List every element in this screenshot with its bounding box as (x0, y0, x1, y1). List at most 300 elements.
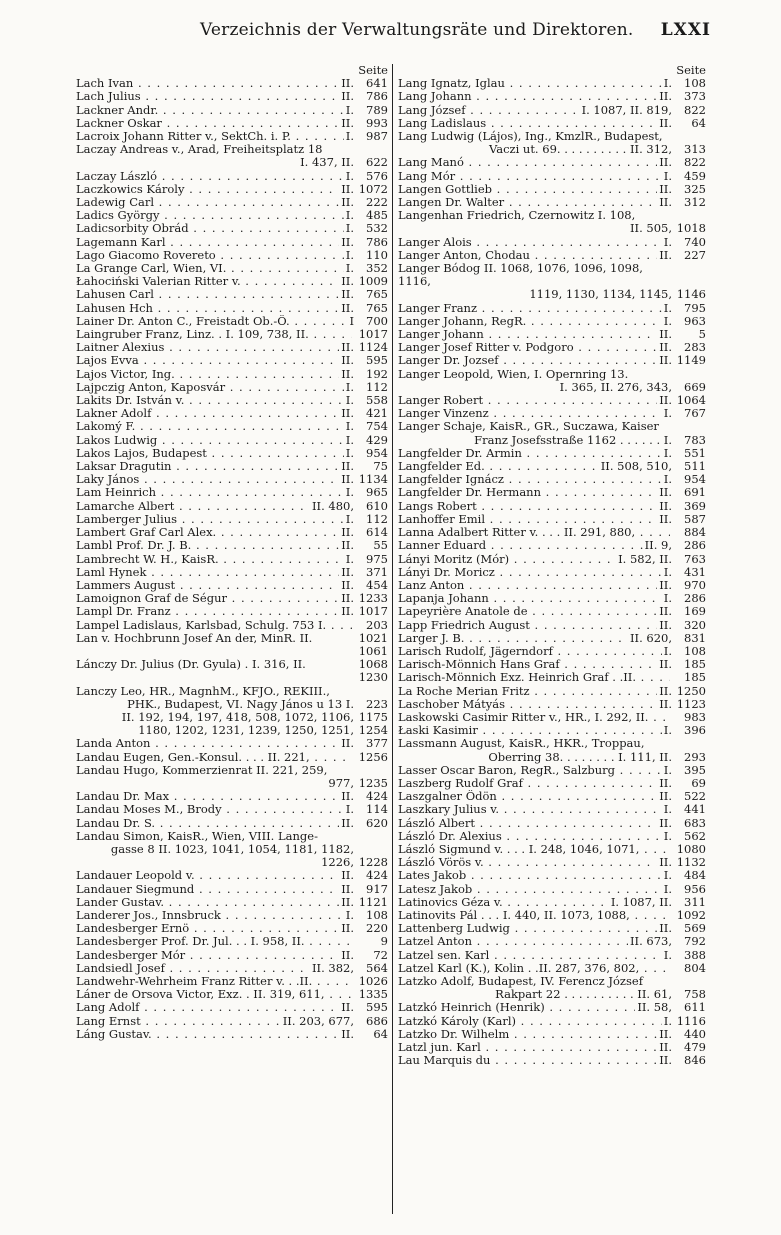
entry-page: 795 (684, 300, 706, 315)
entry-page: 1256 (358, 749, 388, 764)
entry-name: Landa Anton . . . (76, 737, 339, 750)
entry-page: 641 (366, 76, 388, 91)
entry-ref: I. (663, 591, 672, 606)
index-entry (76, 803, 388, 816)
entry-page: 620 (366, 815, 388, 830)
entry-text: Langenhan Friedrich, Czernowitz I. 108, (398, 209, 636, 223)
entry-page: 740 (684, 234, 706, 249)
page-header (0, 20, 781, 44)
entry-name: Łahociński Valerian Ritter v. . . . (76, 275, 339, 288)
index-entry (398, 236, 706, 249)
entry-ref: II. (341, 868, 354, 883)
entry-name: Landauer Leopold v. . . . (76, 869, 339, 882)
entry-ref: II. (341, 115, 354, 130)
entry-page: 429 (366, 432, 388, 447)
entry-ref: I. (663, 406, 672, 421)
entry-page: 75 (373, 459, 388, 474)
index-entry (398, 1054, 706, 1067)
entry-name: Langer Franz . . . (398, 302, 662, 315)
index-entry (76, 883, 388, 896)
entry-ref: II. (659, 657, 672, 672)
entry-ref: I. (345, 102, 354, 117)
entry-ref: I. (345, 379, 354, 394)
entry-page: 286 (684, 538, 706, 553)
index-entry (398, 156, 706, 169)
index-entry (76, 500, 388, 513)
entry-page: 325 (684, 181, 706, 196)
entry-ref: II. (341, 1026, 354, 1041)
entry-page: 763 (684, 551, 706, 566)
entry-page: 185 (684, 670, 706, 685)
entry-name: Laczkowics Károly . . . (76, 183, 339, 196)
entry-page: 954 (366, 445, 388, 460)
entry-name: Laszgalner Ödön . . . (398, 790, 657, 803)
entry-name: Lang József . . . (398, 104, 580, 117)
entry-name: Lahusen Hch . . . (76, 302, 339, 315)
entry-name: Langs Robert . . . (398, 500, 657, 513)
entry-ref: II. (659, 511, 672, 526)
entry-ref: I. (345, 168, 354, 183)
index-entry (398, 104, 706, 117)
index-entry (76, 434, 388, 447)
entry-page: 64 (691, 115, 706, 130)
entry-page: 884 (684, 525, 706, 540)
entry-ref: II. (341, 472, 354, 487)
entry-ref: II. (659, 696, 672, 711)
entry-page: 564 (366, 960, 388, 975)
entry-ref: I. (345, 419, 354, 434)
entry-page: 454 (366, 577, 388, 592)
entry-name: Lacroix Johann Ritter v., SektCh. i. P. . . . (76, 130, 344, 143)
index-entry (76, 869, 388, 882)
entry-name: Landesberger Mór . . . (76, 949, 339, 962)
entry-page: 1064 (676, 393, 706, 408)
entry-name: Latesz Jakob . . . (398, 883, 662, 896)
entry-page: 970 (684, 577, 706, 592)
entry-page: 622 (366, 155, 388, 170)
index-entry (76, 605, 388, 618)
entry-name: Latzkó Károly (Karl) . . . (398, 1015, 662, 1028)
entry-name: Lakner Adolf . . . (76, 407, 339, 420)
index-entry (76, 420, 388, 433)
index-entry (398, 196, 706, 209)
entry-page: 441 (684, 802, 706, 817)
index-entry (76, 368, 388, 381)
entry-page: 532 (366, 221, 388, 236)
entry-name: Láner de Orsova Victor, Exz. . II. 319, 611, . . . (76, 988, 352, 1001)
entry-ref: II. (659, 855, 672, 870)
entry-page: 983 (684, 709, 706, 724)
index-entry (398, 420, 706, 433)
entry-name: Latzel sen. Karl . . . (398, 949, 662, 962)
entry-page: 1061 (358, 643, 388, 658)
index-entry (76, 658, 388, 671)
entry-name: Landesberger Ernö . . . (76, 922, 339, 935)
entry-page: 611 (684, 1000, 706, 1015)
entry-text: Landau Hugo, Kommerzienrat II. 221, 259, (76, 763, 328, 777)
entry-page: 1132 (676, 855, 706, 870)
entry-ref: II. (659, 1053, 672, 1068)
entry-page: 767 (684, 406, 706, 421)
entry-ref: I (349, 313, 354, 328)
index-entry (76, 473, 388, 486)
entry-ref: II. (659, 577, 672, 592)
index-entry (76, 407, 388, 420)
index-entry (398, 935, 706, 948)
entry-name: La Roche Merian Fritz . . . (398, 685, 657, 698)
entry-ref: II. 58, (637, 1000, 672, 1015)
index-entry (76, 922, 388, 935)
right-column (398, 64, 706, 1214)
index-entry (398, 658, 706, 671)
entry-name: Lattenberg Ludwig . . . (398, 922, 657, 935)
entry-page: 424 (366, 789, 388, 804)
entry-ref: II. (341, 181, 354, 196)
entry-name: Lahusen Carl . . . (76, 288, 339, 301)
entry-name: Latzel Karl (K.), Kolin . .II. 287, 376, 802, . . . (398, 962, 670, 975)
entry-ref: II. (341, 274, 354, 289)
index-entry (76, 288, 388, 301)
index-entry (398, 579, 706, 592)
entry-name: Lakomý F. . . . (76, 420, 344, 433)
entry-ref: II. (341, 881, 354, 896)
entry-text: Oberring 38. . . . . . . . I. 111, II. (488, 750, 672, 764)
index-entry (398, 764, 706, 777)
entry-name: Langfelder Dr. Hermann . . . (398, 486, 657, 499)
entry-name: Lang Manó . . . (398, 156, 657, 169)
index-entry (398, 632, 706, 645)
entry-name: Łaski Kasimir . . . (398, 724, 662, 737)
index-entry (76, 949, 388, 962)
entry-name: Lackner Oskar . . . (76, 117, 339, 130)
entry-page: 683 (684, 815, 706, 830)
left-column (76, 64, 388, 1214)
entry-page: 786 (366, 234, 388, 249)
entry-page: 485 (366, 208, 388, 223)
entry-ref: II. (659, 617, 672, 632)
index-entry (76, 619, 388, 632)
entry-text: Lánczy Dr. Julius (Dr. Gyula) . I. 316, II. (76, 658, 306, 672)
entry-ref: II. (659, 815, 672, 830)
entry-name: Lakos Lajos, Budapest . . . (76, 447, 344, 460)
entry-text: 977, (328, 776, 354, 790)
entry-text: PHK., Budapest, VI. Nagy János u 13 I. (127, 697, 354, 711)
entry-text: Franz Josefsstraße 1162 . . . . . . I. (474, 433, 672, 447)
entry-page: 1254 (358, 723, 388, 738)
entry-ref: I. (663, 868, 672, 883)
entry-ref: II. (659, 485, 672, 500)
index-entry (398, 605, 706, 618)
entry-ref: II. (341, 815, 354, 830)
entry-name: Laskowski Casimir Ritter v., HR., I. 292, II. . . . (398, 711, 670, 724)
entry-page: 1017 (358, 604, 388, 619)
entry-page: 562 (684, 828, 706, 843)
entry-ref: I. 1087, II. (610, 894, 672, 909)
index-entry (398, 883, 706, 896)
index-entry (398, 566, 706, 579)
index-entry (76, 222, 388, 235)
index-entry (76, 830, 388, 843)
entry-ref: I. (663, 76, 672, 91)
entry-page: 700 (366, 313, 388, 328)
entry-page: 1017 (358, 327, 388, 342)
entry-page: 114 (366, 802, 388, 817)
entry-ref: I. 1087, II. 819, (581, 102, 672, 117)
entry-name: Lakits Dr. István v. . . . (76, 394, 344, 407)
entry-name: Lackner Andr. . . . (76, 104, 344, 117)
entry-name: Lander Gustav. . . . (76, 896, 339, 909)
entry-ref: II. (659, 775, 672, 790)
entry-page: 569 (684, 921, 706, 936)
index-entry (398, 671, 706, 684)
entry-ref: II. (659, 498, 672, 513)
entry-name: Lapanja Johann . . . (398, 592, 662, 605)
index-entry (76, 935, 388, 948)
entry-ref: II. 382, (311, 960, 354, 975)
entry-ref: II. (659, 393, 672, 408)
index-entry (76, 1001, 388, 1014)
entry-name: Langer Robert . . . (398, 394, 657, 407)
entry-page: 220 (366, 921, 388, 936)
entry-page: 352 (366, 261, 388, 276)
entry-ref: II. (341, 300, 354, 315)
entry-name: Laszkary Julius v. . . . (398, 803, 662, 816)
entry-page: 987 (366, 129, 388, 143)
index-entry (398, 751, 706, 764)
entry-page: 371 (366, 564, 388, 579)
entry-page: 975 (366, 551, 388, 566)
entry-ref: II. (659, 1026, 672, 1041)
entry-page: 822 (684, 155, 706, 170)
entry-name: Lanz Anton . . . (398, 579, 657, 592)
entry-page: 511 (684, 459, 706, 474)
index-entry (76, 236, 388, 249)
entry-ref: II. (341, 1000, 354, 1015)
entry-ref: II. (659, 353, 672, 368)
entry-name: Laky János . . . (76, 473, 339, 486)
entry-ref: II. (659, 181, 672, 196)
entry-ref: II. (659, 155, 672, 170)
entry-name: Laksar Dragutin . . . (76, 460, 339, 473)
entry-ref: I. (345, 208, 354, 223)
index-entry (76, 1028, 388, 1041)
entry-name: Lach Julius . . . (76, 90, 339, 103)
entry-name: Lampel Ladislaus, Karlsbad, Schulg. 753 I. . . . (76, 619, 352, 632)
entry-name: Lányi Moritz (Mór) . . . (398, 553, 616, 566)
entry-ref: II. (341, 789, 354, 804)
entry-ref: I. (663, 947, 672, 962)
entry-name: Larisch Rudolf, Jägerndorf . . . (398, 645, 662, 658)
entry-name: Láng Gustav. . . . (76, 1028, 339, 1041)
entry-page: 169 (684, 604, 706, 619)
entry-page: 108 (684, 643, 706, 658)
entry-name: László Sigmund v. . . . I. 248, 1046, 1071, . . . (398, 843, 670, 856)
entry-ref: I. (663, 828, 672, 843)
entry-ref: II. (659, 789, 672, 804)
entry-page: 283 (684, 340, 706, 355)
index-entry (76, 645, 388, 658)
index-entry (76, 209, 388, 222)
index-entry (398, 553, 706, 566)
entry-page: 223 (366, 696, 388, 711)
entry-ref: II. (659, 327, 672, 342)
entry-page: 192 (366, 366, 388, 381)
index-entry (398, 1001, 706, 1014)
entry-ref: II. (659, 89, 672, 104)
index-entry (398, 724, 706, 737)
index-entry (76, 553, 388, 566)
entry-page: 373 (684, 89, 706, 104)
index-entry (398, 368, 706, 381)
entry-name: Lampl Dr. Franz . . . (76, 605, 339, 618)
entry-ref: I. (345, 393, 354, 408)
entry-page: 789 (366, 102, 388, 117)
entry-page: 1092 (676, 907, 706, 922)
entry-ref: II. 620, (629, 630, 672, 645)
entry-name: Latzel Anton . . . (398, 935, 628, 948)
index-entry (76, 539, 388, 552)
entry-ref: I. (663, 313, 672, 328)
index-entry (398, 513, 706, 526)
entry-text: Laczay Andreas v., Arad, Freiheitsplatz 18 (76, 143, 323, 157)
entry-page: 993 (366, 115, 388, 130)
entry-page: 431 (684, 564, 706, 579)
entry-ref: I. 582, II. (618, 551, 672, 566)
entry-ref: I. (345, 445, 354, 460)
entry-ref: II. (341, 234, 354, 249)
entry-page: 954 (684, 472, 706, 487)
entry-page: 1116 (676, 1013, 706, 1028)
entry-ref: II. (659, 1040, 672, 1055)
entry-ref: II. 203, 677, (282, 1013, 354, 1028)
entry-text: Lan v. Hochbrunn Josef An der, MinR. II. (76, 631, 313, 645)
entry-page: 112 (366, 379, 388, 394)
entry-page: 395 (684, 762, 706, 777)
entry-page: 1134 (358, 472, 388, 487)
index-entry (76, 90, 388, 103)
index-entry (76, 143, 388, 156)
entry-ref: II. (659, 340, 672, 355)
entry-ref: I. (663, 1013, 672, 1028)
entry-name: Landau Moses M., Brody . . . (76, 803, 344, 816)
entry-ref: I. (345, 221, 354, 236)
entry-name: Lach Ivan . . . (76, 77, 339, 90)
entry-text: Landau Simon, KaisR., Wien, VIII. Lange- (76, 829, 318, 843)
entry-page: 112 (366, 511, 388, 526)
index-entry (398, 830, 706, 843)
entry-ref: I. (663, 762, 672, 777)
index-entry (76, 737, 388, 750)
entry-name: Laingruber Franz, Linz. . I. 109, 738, II. . . . (76, 328, 352, 341)
index-entry (398, 539, 706, 552)
page-title: Verzeichnis der Verwaltungsräte und Direktoren. (200, 20, 634, 40)
entry-page: 614 (366, 525, 388, 540)
entry-page: 963 (684, 313, 706, 328)
entry-page: 55 (373, 538, 388, 553)
entry-page: 765 (366, 287, 388, 302)
entry-ref: II. 480, (311, 498, 354, 513)
entry-name: Landsiedl Josef . . . (76, 962, 310, 975)
entry-page: 1233 (358, 591, 388, 606)
entry-page: 1250 (676, 683, 706, 698)
index-entry (398, 962, 706, 975)
entry-name: Laszberg Rudolf Graf . . . (398, 777, 657, 790)
entry-text: 1119, 1130, 1134, 1145, (529, 288, 672, 302)
entry-name: Lamarche Albert . . . (76, 500, 310, 513)
entry-page: 551 (684, 445, 706, 460)
entry-page: 831 (684, 630, 706, 645)
index-entry (398, 737, 706, 750)
entry-name: Langer Johann, RegR. . . . (398, 315, 662, 328)
index-entry (398, 619, 706, 632)
entry-name: Landau Eugen, Gen.-Konsul. . . . II. 221, . . . (76, 751, 352, 764)
entry-ref: II. 9, (644, 538, 672, 553)
entry-page: 669 (684, 379, 706, 394)
entry-ref: II. (341, 366, 354, 381)
index-entry (398, 500, 706, 513)
entry-page: 69 (691, 775, 706, 790)
entry-ref: II. (341, 736, 354, 751)
entry-page: 377 (366, 736, 388, 751)
index-entry (398, 170, 706, 183)
index-entry (398, 302, 706, 315)
entry-page: 691 (684, 485, 706, 500)
entry-name: Lang Ladislaus . . . (398, 117, 657, 130)
entry-name: Lammers August . . . (76, 579, 339, 592)
entry-ref: I. (345, 129, 354, 143)
entry-page: 1149 (676, 353, 706, 368)
entry-page: 484 (684, 868, 706, 883)
entry-ref: II. (659, 115, 672, 130)
entry-name: Lapeyrière Anatole de . . . (398, 605, 657, 618)
entry-ref: I. (663, 643, 672, 658)
entry-page: 421 (366, 406, 388, 421)
entry-text: I. 365, II. 276, 343, (559, 380, 672, 394)
entry-ref: II. (659, 247, 672, 262)
entry-page: 185 (684, 657, 706, 672)
entry-ref: I. (663, 234, 672, 249)
entry-page: 1068 (358, 657, 388, 672)
entry-page: 765 (366, 300, 388, 315)
index-entry (76, 381, 388, 394)
entry-page: 783 (684, 432, 706, 447)
entry-text: Lassmann August, KaisR., HKR., Troppau, (398, 737, 645, 751)
entry-page: 965 (366, 485, 388, 500)
entry-page: 846 (684, 1053, 706, 1068)
seite-label-left: Seite (358, 63, 388, 77)
index-entry (398, 460, 706, 473)
entry-page: 424 (366, 868, 388, 883)
entry-page: 1175 (358, 709, 388, 724)
index-entry (398, 262, 706, 288)
entry-text: gasse 8 II. 1023, 1041, 1054, 1181, 1182, (110, 842, 354, 856)
entry-page: 576 (366, 168, 388, 183)
entry-page: 1146 (676, 287, 706, 302)
entry-name: Lanhoffer Emil . . . (398, 513, 657, 526)
entry-page: 227 (684, 247, 706, 262)
entry-name: Lakos Ludwig . . . (76, 434, 344, 447)
entry-name: Langen Gottlieb . . . (398, 183, 657, 196)
entry-ref: II. (341, 564, 354, 579)
entry-page: 522 (684, 789, 706, 804)
entry-page: 804 (684, 960, 706, 975)
index-entry (398, 949, 706, 962)
entry-page: 822 (684, 102, 706, 117)
index-entry (398, 354, 706, 367)
entry-name: Lambert Graf Carl Alex. . . . (76, 526, 339, 539)
index-entry (76, 764, 388, 777)
entry-page: 440 (684, 1026, 706, 1041)
